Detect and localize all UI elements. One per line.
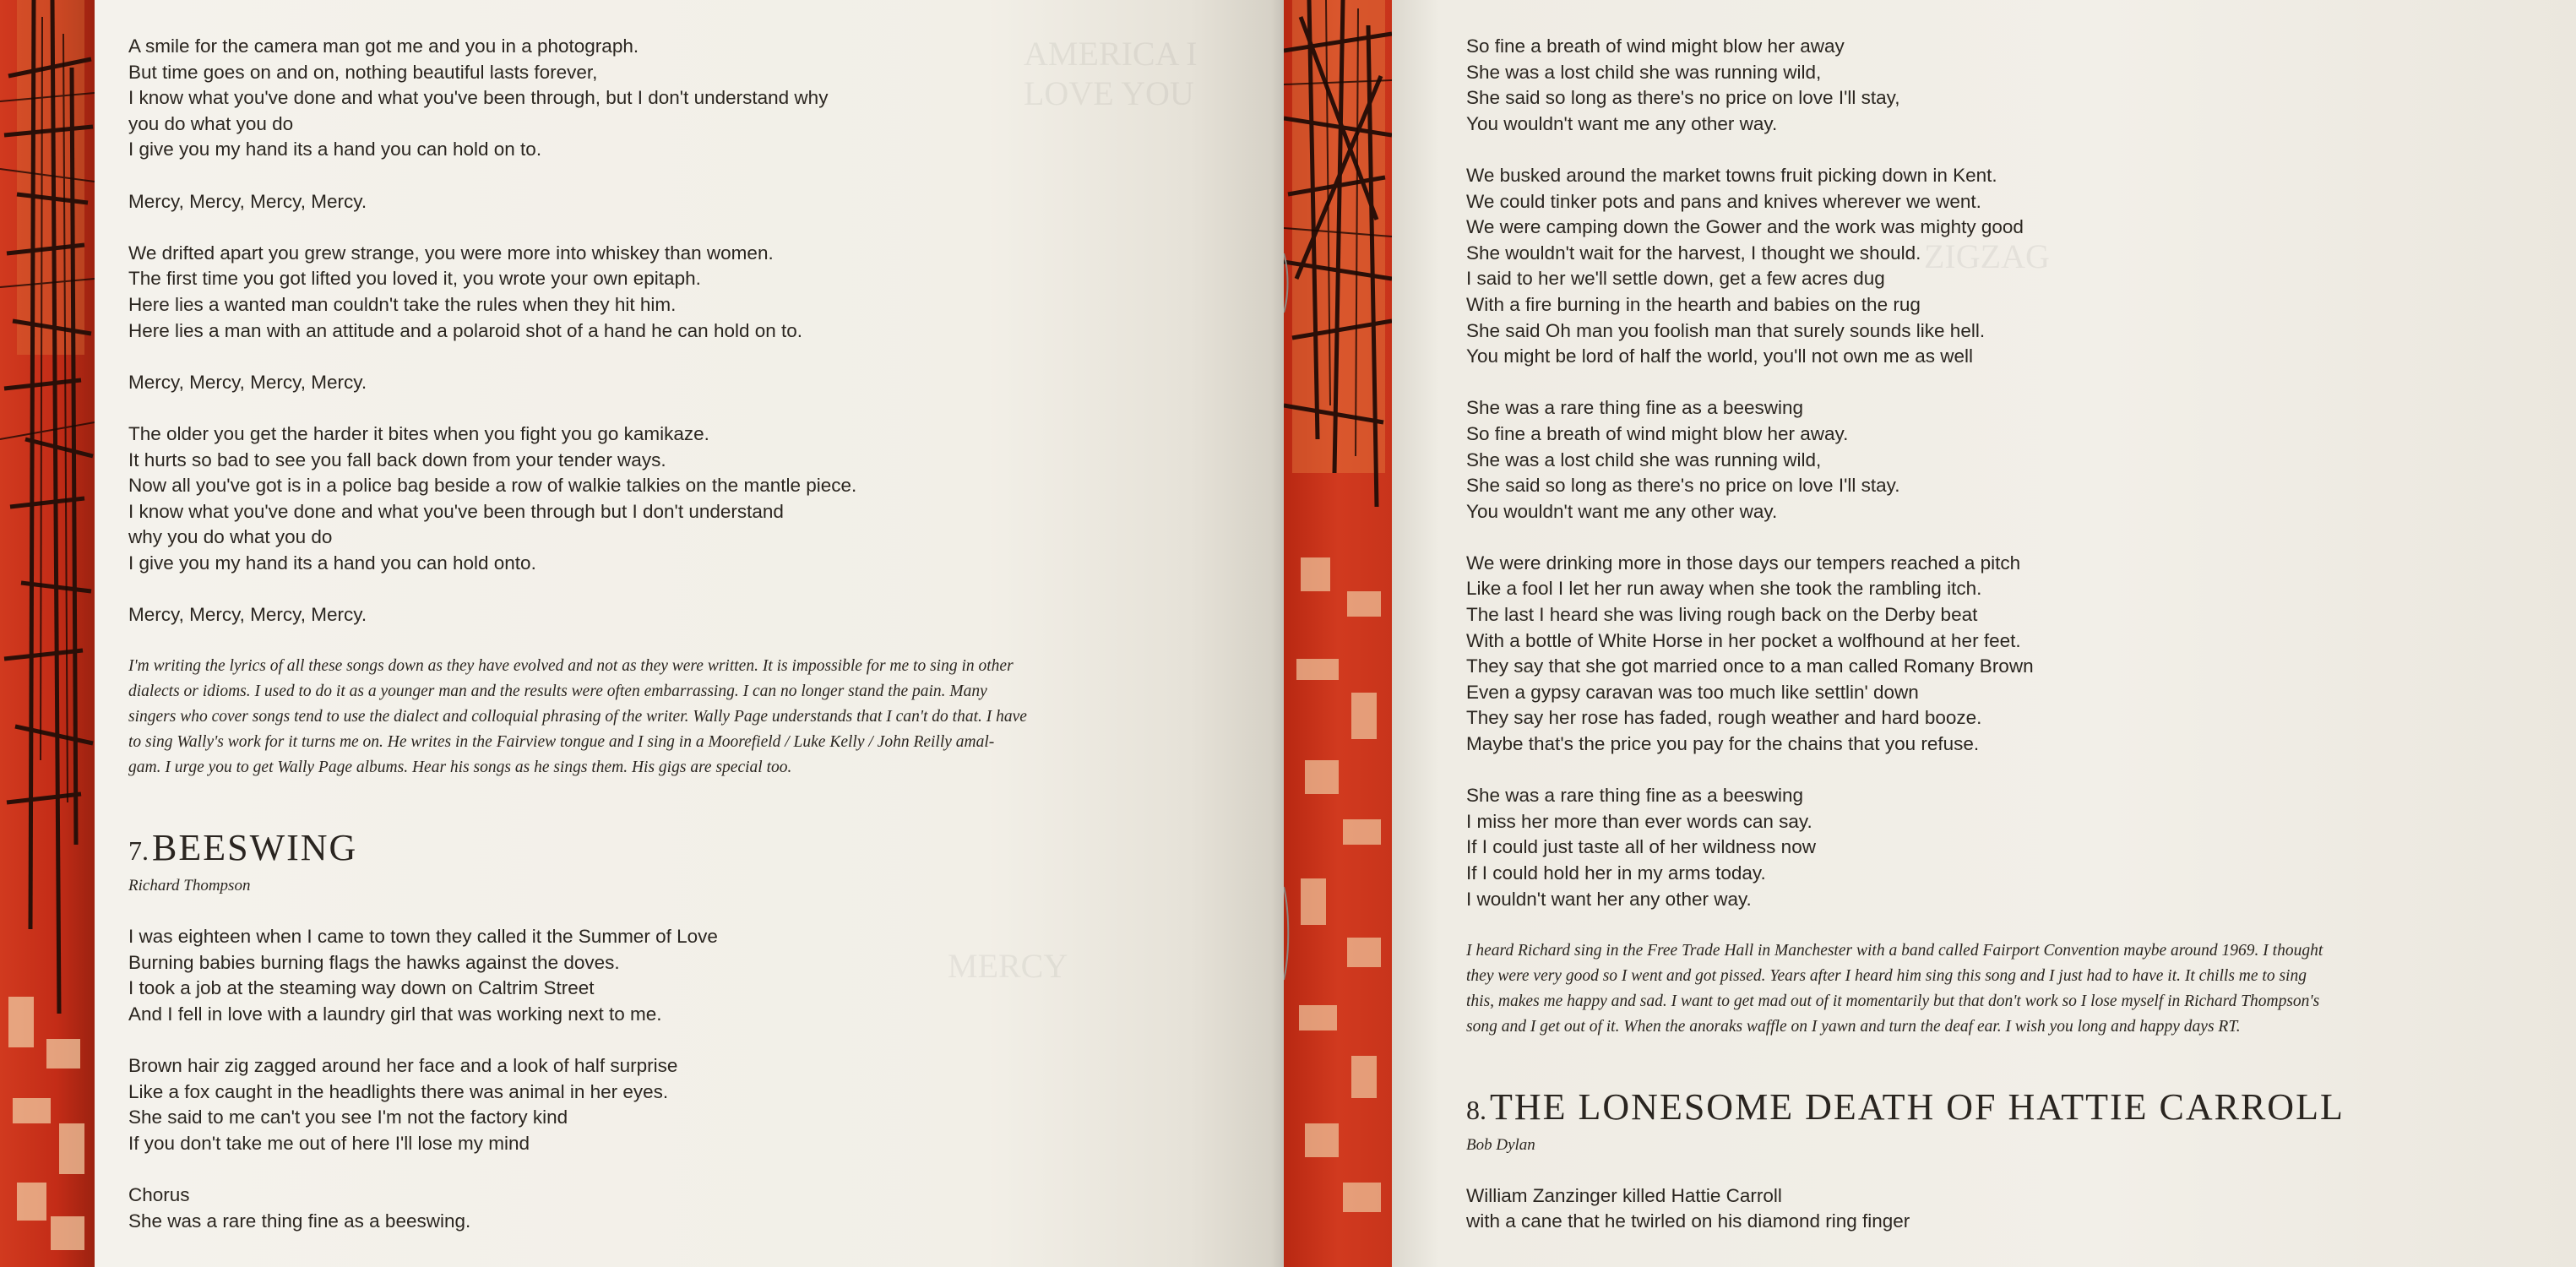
lyric-line: with a cane that he twirled on his diamond ring finger — [1466, 1210, 1910, 1232]
lyric-line: I was eighteen when I came to town they called it the Summer of Love — [128, 926, 718, 948]
note-line: this, makes me happy and sad. I want to get mad out of it momentarily but that don't work so I lose myself in Richard Thompson's — [1466, 992, 2320, 1010]
lyric-line — [128, 163, 1277, 189]
lyric-line: Mercy, Mercy, Mercy, Mercy. — [128, 190, 367, 212]
note-line: singers who cover songs tend to use the dialect and colloquial phrasing of the writer. Wally Page understands that I can't do that. I have — [128, 708, 1027, 726]
lyric-line: So fine a breath of wind might blow her away. — [1466, 422, 1849, 444]
lyric-line: She was a lost child she was running wild, — [1466, 61, 1822, 83]
song-author: Richard Thompson — [128, 877, 251, 895]
lyrics-block — [1466, 34, 2564, 912]
lyric-line: She said so long as there's no price on love I'll stay, — [1466, 87, 1900, 109]
note-line: gam. I urge you to get Wally Page albums. Hear his songs as he sings them. His gigs are special too. — [128, 759, 792, 777]
lyric-line: She said so long as there's no price on love I'll stay. — [1466, 475, 1900, 497]
lyric-line: And I fell in love with a laundry girl that was working next to me. — [128, 1003, 662, 1025]
lyric-line: Mercy, Mercy, Mercy, Mercy. — [128, 604, 367, 626]
lyric-line: Here lies a wanted man couldn't take the rules when they hit him. — [128, 293, 677, 315]
lyric-line: I know what you've done and what you've been through, but I don't understand why — [128, 87, 829, 109]
note-line: dialects or idioms. I used to do it as a younger man and the results were often embarrassing. I can no longer stand the pain. Many — [128, 682, 987, 701]
lyric-line: She wouldn't wait for the harvest, I thought we should. — [1466, 242, 1921, 264]
lyric-line: They say her rose has faded, rough weather and hard booze. — [1466, 707, 1982, 729]
note-line: song and I get out of it. When the anoraks waffle on I yawn and turn the deaf ear. I wish you long and happy days RT. — [1466, 1017, 2241, 1036]
lyric-line: So fine a breath of wind might blow her away — [1466, 35, 1845, 57]
lyric-line: I give you my hand its a hand you can hold on to. — [128, 139, 542, 160]
lyric-line: I give you my hand its a hand you can hold onto. — [128, 552, 536, 574]
lyric-line: You wouldn't want me any other way. — [1466, 112, 1778, 134]
lyric-line: Chorus — [128, 1184, 190, 1206]
lyric-line: Even a gypsy caravan was too much like settlin' down — [1466, 681, 1919, 703]
song-number: 8. — [1466, 1094, 1486, 1125]
lyric-line: If you don't take me out of here I'll lose my mind — [128, 1133, 530, 1154]
lyric-line: She was a lost child she was running wild, — [1466, 449, 1822, 470]
lyric-line: We drifted apart you grew strange, you were more into whiskey than women. — [128, 242, 774, 264]
lyric-line: We could tinker pots and pans and knives wherever we went. — [1466, 190, 1981, 212]
lyric-line: With a fire burning in the hearth and babies on the rug — [1466, 293, 1921, 315]
lyric-line: If I could just taste all of her wildness now — [1466, 836, 1816, 858]
lyric-line: I wouldn't want her any other way. — [1466, 888, 1752, 910]
lyric-line: We were camping down the Gower and the work was mighty good — [1466, 216, 2024, 238]
lyric-line: Burning babies burning flags the hawks against the doves. — [128, 951, 620, 973]
note-line: to sing Wally's work for it turns me on. He writes in the Fairview tongue and I sing in a Moorefield / Luke Kelly / John Reilly amal- — [128, 733, 995, 752]
lyric-line: Brown hair zig zagged around her face and a look of half surprise — [128, 1055, 678, 1077]
lyric-line: With a bottle of White Horse in her pocket a wolfhound at her feet. — [1466, 629, 2021, 651]
lyric-line: She was a rare thing fine as a beeswing — [1466, 785, 1803, 807]
lyric-line: The older you get the harder it bites when you fight you go kamikaze. — [128, 422, 709, 444]
song-author: Bob Dylan — [1466, 1135, 1535, 1154]
lyric-line — [128, 576, 1277, 602]
lyric-line: She said to me can't you see I'm not the factory kind — [128, 1107, 568, 1128]
song-title: THE LONESOME DEATH OF HATTIE CARROLL — [1490, 1085, 2345, 1128]
song-heading — [1466, 1082, 2564, 1133]
song-lyrics — [1466, 1183, 2564, 1235]
lyric-line: You might be lord of half the world, you'll not own me as well — [1466, 345, 1974, 367]
show-through-heading-3: ZIGZAG — [1924, 237, 2050, 275]
lyric-line — [128, 215, 1277, 241]
lyric-line: why you do what you do — [128, 526, 333, 548]
lyric-line: They say that she got married once to a man called Romany Brown — [1466, 655, 2034, 677]
song-title: BEESWING — [152, 827, 358, 869]
lyric-line: She was a rare thing fine as a beeswing — [1466, 397, 1803, 419]
lyric-line: But time goes on and on, nothing beautiful lasts forever, — [128, 61, 598, 83]
lyric-line: We were drinking more in those days our tempers reached a pitch — [1466, 552, 2021, 574]
show-through-heading: AMERICA I LOVE YOU — [1024, 35, 1198, 112]
song-heading — [128, 823, 1277, 873]
lyric-line: Now all you've got is in a police bag beside a row of walkie talkies on the mantle piece. — [128, 475, 857, 497]
left-page-text — [128, 34, 1277, 1234]
lyric-line: Like a fool I let her run away when she took the rambling itch. — [1466, 578, 1982, 600]
lyric-line — [1466, 370, 2564, 396]
lyric-line: She was a rare thing fine as a beeswing. — [128, 1210, 471, 1232]
lyric-line — [1466, 137, 2564, 163]
note-line: I heard Richard sing in the Free Trade Hall in Manchester with a band called Fairport Convention maybe around 1969. I thought — [1466, 941, 2323, 960]
lyric-line — [128, 395, 1277, 421]
song-lyrics — [128, 924, 1277, 1234]
lyric-line — [128, 1157, 1277, 1183]
lyric-line: I took a job at the steaming way down on Caltrim Street — [128, 977, 595, 999]
lyric-line: Here lies a man with an attitude and a polaroid shot of a hand he can hold on to. — [128, 319, 803, 341]
lyric-line: you do what you do — [128, 112, 294, 134]
lyric-line — [1466, 525, 2564, 551]
lyric-line: I miss her more than ever words can say. — [1466, 810, 1812, 832]
song-number: 7. — [128, 835, 149, 867]
lyric-line: We busked around the market towns fruit picking down in Kent. — [1466, 164, 1997, 186]
lyric-line: Like a fox caught in the headlights there was animal in her eyes. — [128, 1080, 669, 1102]
lyric-line: She said Oh man you foolish man that surely sounds like hell. — [1466, 319, 1986, 341]
lyric-line — [128, 344, 1277, 370]
note-line: I'm writing the lyrics of all these songs down as they have evolved and not as they were written. It is impossible for me to sing in other — [128, 657, 1014, 676]
right-page — [1392, 0, 2576, 1267]
lyric-line: William Zanzinger killed Hattie Carroll — [1466, 1184, 1782, 1206]
commentary-note — [128, 654, 1277, 780]
show-through-heading-2: MERCY — [948, 947, 1068, 985]
commentary-note — [1466, 938, 2564, 1040]
lyric-line: If I could hold her in my arms today. — [1466, 862, 1766, 884]
lyric-line: The first time you got lifted you loved it, you wrote your own epitaph. — [128, 268, 701, 290]
lyric-line: I said to her we'll settle down, get a few acres dug — [1466, 268, 1885, 290]
note-line: they were very good so I went and got pissed. Years after I heard him sing this song and I just had to have it. It chills me to sing — [1466, 966, 2307, 985]
left-page — [95, 0, 1284, 1267]
lyric-line: I know what you've done and what you've been through but I don't understand — [128, 500, 784, 522]
lyric-line: Maybe that's the price you pay for the chains that you refuse. — [1466, 733, 1980, 755]
lyric-line: It hurts so bad to see you fall back down from your tender ways. — [128, 449, 666, 470]
right-art-strip — [1284, 0, 1392, 1267]
lyric-line — [1466, 758, 2564, 784]
lyrics-block — [128, 34, 1277, 628]
lyric-line: A smile for the camera man got me and you in a photograph. — [128, 35, 639, 57]
lyric-line: You wouldn't want me any other way. — [1466, 500, 1778, 522]
lyric-line: Mercy, Mercy, Mercy, Mercy. — [128, 371, 367, 393]
lyric-line: The last I heard she was living rough back on the Derby beat — [1466, 604, 1978, 626]
lyric-line — [128, 1028, 1277, 1054]
right-page-text — [1466, 34, 2564, 1235]
left-art-strip — [0, 0, 95, 1267]
